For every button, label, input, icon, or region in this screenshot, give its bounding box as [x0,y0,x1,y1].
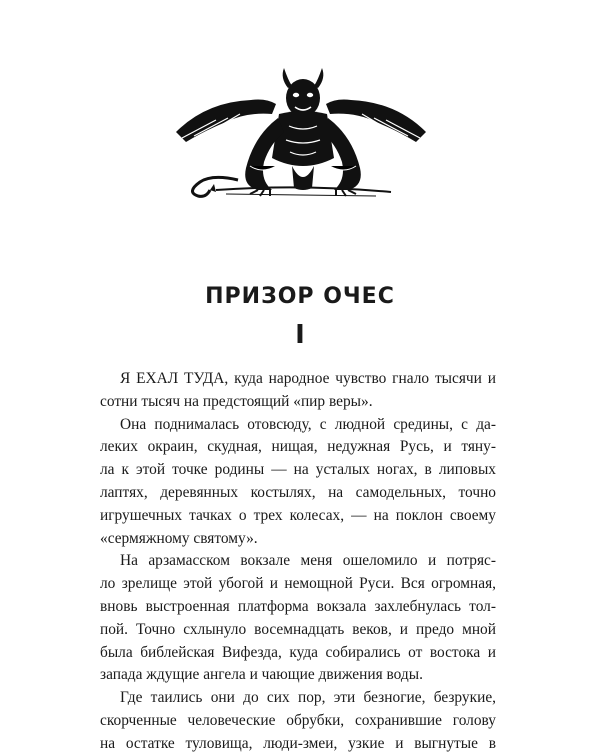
text-line: запада ждущие ангела и чающие движения воды. [100,666,423,684]
chapter-text [100,368,496,756]
paragraph [100,368,496,414]
chapter-title: ПРИЗОР ОЧЕС [205,284,395,309]
text-line: ло зрелище этой убогой и немощной Руси. Вся огромная, [100,575,496,593]
gargoyle-illustration [176,62,426,200]
text-line: Она поднималась отовсюду, с людной средины, с да- [120,415,496,433]
text-line: Где таились они до сих пор, эти безногие, безрукие, [120,689,496,707]
text-line: пой. Точно схлынуло восемнадцать веков, и предо мной [100,620,496,638]
text-line: На арзамасском вокзале меня ошеломило и потряс- [120,552,496,570]
text-line: была библейская Вифезда, куда собирались от востока и [100,643,496,661]
text-line: скорченные человеческие обрубки, сохранившие голову [100,711,496,729]
paragraph [100,550,496,687]
text-line: сотни тысяч на предстоящий «пир веры». [100,392,373,410]
text-line: лаптях, деревянных костылях, на самодельных, точно [100,483,496,501]
text-line: «сермяжному святому». [100,529,258,547]
text-line: ла к этой точке родины — на усталых ногах, в липовых [100,461,496,479]
text-line: леких окраин, скудная, нищая, недужная Русь, и тяну- [100,438,496,456]
text-line: на остатке туловища, люди-змеи, узкие и выгнутые в [100,734,496,752]
paragraph [100,414,496,551]
chapter-number: I [295,320,305,350]
text-line: игрушечных тачках о трех колесах, — на поклон своему [100,506,496,524]
text-line: Я ЕХАЛ ТУДА, куда народное чувство гнало тысячи и [120,370,496,387]
text-line: вновь выстроенная платформа вокзала захлебнулась тол- [100,597,496,615]
paragraph [100,687,496,755]
